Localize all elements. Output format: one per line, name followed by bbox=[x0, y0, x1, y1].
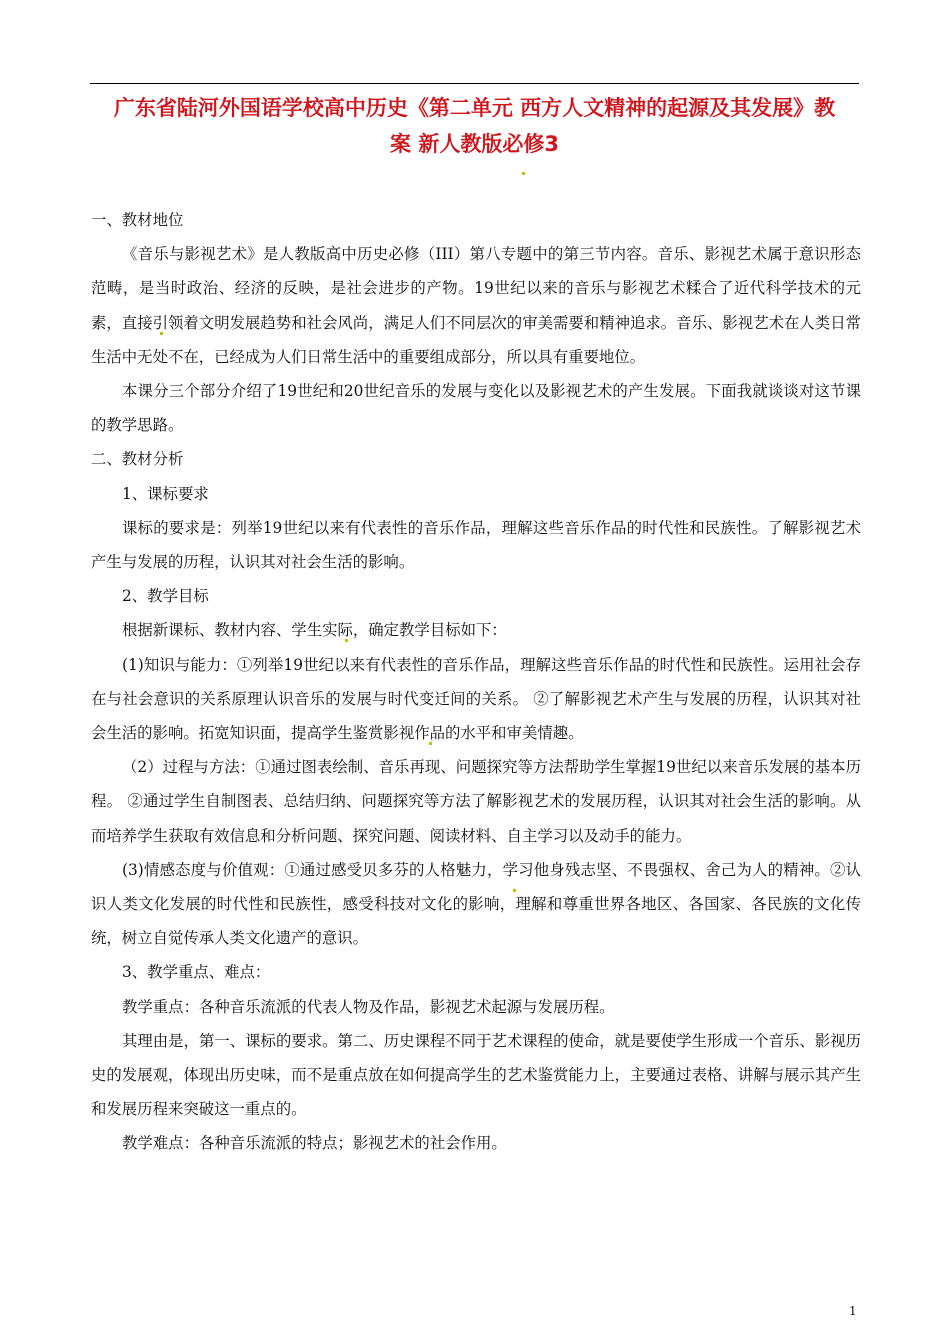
paragraph: 其理由是，第一、课标的要求。第二、历史课程不同于艺术课程的使命，就是要使学生形成一个音乐、影视历史的发展观，体现出历史味，而不是重点放在如何提高学生的艺术鉴赏能力上，主要通过表格、讲解与展示其产生和发展历程来突破这一重点的。 bbox=[91, 1031, 861, 1119]
document-body bbox=[91, 203, 861, 1161]
paragraph: (1)知识与能力：①列举19世纪以来有代表性的音乐作品，理解这些音乐作品的时代性和民族性。运用社会存在与社会意识的关系原理认识音乐的发展与时代变迁间的关系。 ②了解影视艺术产生与发展的历程，认识其对社会生活的影响。拓宽知识面，提高学生鉴赏影视作品的水平和审美情趣。 bbox=[91, 655, 861, 743]
paragraph: 教学重点：各种音乐流派的代表人物及作品，影视艺术起源与发展历程。 bbox=[122, 997, 615, 1016]
section-heading-1: 一、教材地位 bbox=[91, 211, 184, 229]
section-heading-2: 二、教材分析 bbox=[91, 450, 184, 469]
stray-mark bbox=[522, 172, 525, 175]
header-rule bbox=[90, 83, 859, 84]
title-line-1: 广东省陆河外国语学校高中历史《第二单元 西方人文精神的起源及其发展》教 bbox=[113, 96, 836, 120]
paragraph: 教学难点：各种音乐流派的特点；影视艺术的社会作用。 bbox=[122, 1134, 507, 1153]
subheading: 2、教学目标 bbox=[122, 587, 209, 606]
paragraph: (3)情感态度与价值观：①通过感受贝多芬的人格魅力，学习他身残志坚、不畏强权、舍己为人的精神。②认识人类文化发展的时代性和民族性，感受科技对文化的影响，理解和尊重世界各地区、各国家、各民族的文化传统，树立自觉传承人类文化遗产的意识。 bbox=[91, 860, 861, 948]
title-line-2: 案 新人教版必修3 bbox=[390, 132, 559, 156]
paragraph: 本课分三个部分介绍了19世纪和20世纪音乐的发展与变化以及影视艺术的产生发展。下面我就谈谈对这节课的教学思路。 bbox=[91, 382, 861, 435]
paragraph: 《音乐与影视艺术》是人教版高中历史必修（III）第八专题中的第三节内容。音乐、影视艺术属于意识形态范畴，是当时政治、经济的反映，是社会进步的产物。19世纪以来的音乐与影视艺术糅合了近代科学技术的元素，直接引领着文明发展趋势和社会风尚，满足人们不同层次的审美需要和精神追求。音乐、影视艺术在人类日常生活中无处不在，已经成为人们日常生活中的重要组成部分，所以具有重要地位。 bbox=[91, 245, 861, 366]
page-number: 1 bbox=[849, 1304, 857, 1318]
document-title bbox=[90, 90, 859, 162]
subheading: 1、课标要求 bbox=[122, 484, 209, 503]
subheading: 3、教学重点、难点： bbox=[122, 963, 271, 982]
paragraph: （2）过程与方法：①通过图表绘制、音乐再现、问题探究等方法帮助学生掌握19世纪以来音乐发展的基本历程。 ②通过学生自制图表、总结归纳、问题探究等方法了解影视艺术的发展历程，认识其对社会生活的影响。从而培养学生获取有效信息和分析问题、探究问题、阅读材料、自主学习以及动手的能力。 bbox=[91, 758, 861, 845]
paragraph: 根据新课标、教材内容、学生实际，确定教学目标如下： bbox=[122, 621, 507, 640]
paragraph: 课标的要求是：列举19世纪以来有代表性的音乐作品，理解这些音乐作品的时代性和民族性。了解影视艺术产生与发展的历程，认识其对社会生活的影响。 bbox=[91, 518, 861, 572]
